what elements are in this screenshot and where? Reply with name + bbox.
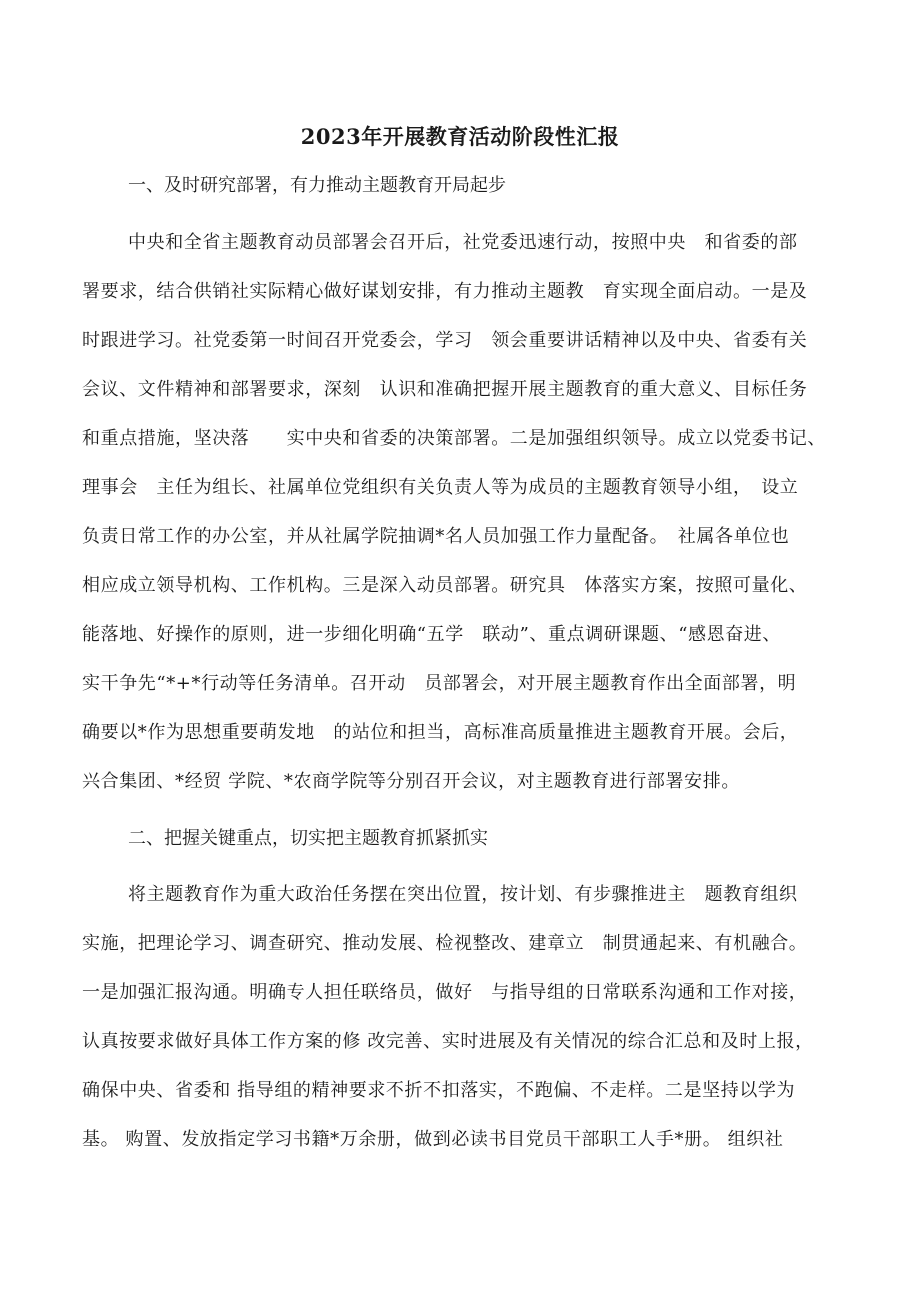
paragraph-line: 署要求，结合供销社实际精心做好谋划安排，有力推动主题教 育实现全面启动。一是及 [82, 281, 808, 302]
paragraph-line: 兴合集团、*经贸 学院、*农商学院等分别召开会议，对主题教育进行部署安排。 [82, 771, 740, 792]
section-heading-2: 二、把握关键重点，切实把主题教育抓紧抓实 [128, 828, 488, 849]
paragraph-line: 一是加强汇报沟通。明确专人担任联络员，做好 与指导组的日常联系沟通和工作对接， [82, 982, 808, 1003]
paragraph-line: 确要以*作为思想重要萌发地 的站位和担当，高标准高质量推进主题教育开展。会后， [82, 722, 799, 743]
paragraph-line: 时跟进学习。社党委第一时间召开党委会，学习 领会重要讲话精神以及中央、省委有关 [82, 330, 808, 351]
document-title: 2023年开展教育活动阶段性汇报 [300, 124, 620, 149]
paragraph-line: 实干争先“*+*行动等任务清单。召开动 员部署会，对开展主题教育作出全面部署，明 [82, 673, 797, 694]
paragraph-line: 负责日常工作的办公室，并从社属学院抽调*名人员加强工作力量配备。 社属各单位也 [82, 526, 790, 547]
paragraph-line: 理事会 主任为组长、社属单位党组织有关负责人等为成员的主题教育领导小组， 设立 [82, 477, 799, 498]
paragraph-line: 认真按要求做好具体工作方案的修 改完善、实时进展及有关情况的综合汇总和及时上报， [82, 1031, 814, 1052]
paragraph-line: 相应成立领导机构、工作机构。三是深入动员部署。研究具 体落实方案，按照可量化、 [82, 575, 808, 596]
paragraph-line: 基。 购置、发放指定学习书籍*万余册，做到必读书目党员干部职工人手*册。 组织社 [82, 1129, 784, 1150]
paragraph-line: 会议、文件精神和部署要求，深刻 认识和准确把握开展主题教育的重大意义、目标任务 [82, 379, 808, 400]
paragraph-line: 确保中央、省委和 指导组的精神要求不折不扣落实，不跑偏、不走样。二是坚持以学为 [82, 1080, 796, 1101]
paragraph-line: 和重点措施，坚决落 实中央和省委的决策部署。二是加强组织领导。成立以党委书记、 [82, 428, 826, 449]
paragraph-line: 将主题教育作为重大政治任务摆在突出位置，按计划、有步骤推进主 题教育组织 [128, 884, 798, 905]
paragraph-line: 实施，把理论学习、调查研究、推动发展、检视整改、建章立 制贯通起来、有机融合。 [82, 933, 808, 954]
section-heading-1: 一、及时研究部署，有力推动主题教育开局起步 [128, 175, 506, 196]
paragraph-line: 中央和全省主题教育动员部署会召开后，社党委迅速行动，按照中央 和省委的部 [128, 232, 798, 253]
paragraph-line: 能落地、好操作的原则，进一步细化明确“五学 联动”、重点调研课题、“感恩奋进、 [82, 624, 782, 645]
